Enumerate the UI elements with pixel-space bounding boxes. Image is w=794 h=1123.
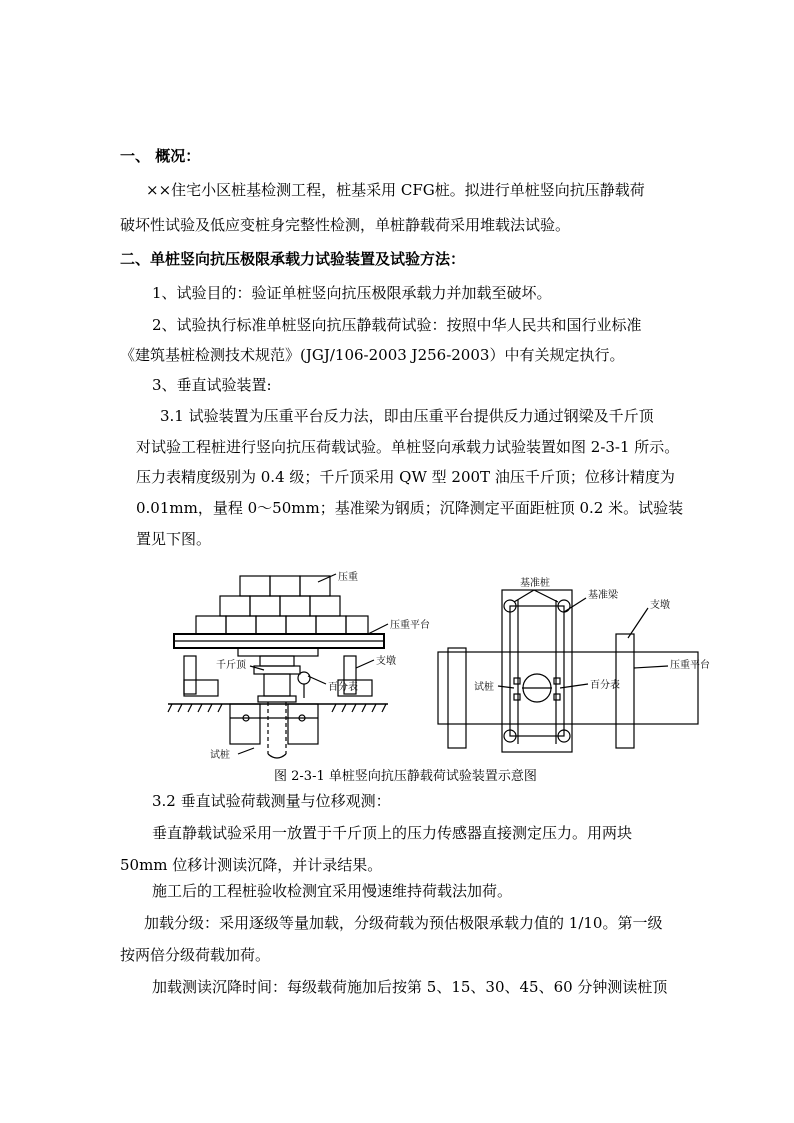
sub-3-2: 3.2 垂直试验荷载测量与位移观测： [152, 792, 391, 810]
label-datum-pile: 基准桩 [520, 578, 550, 589]
section-1-heading: 一、 概况： [120, 147, 201, 165]
sub-3-1-line-5: 置见下图。 [136, 530, 212, 548]
section-1-paragraph-line-2: 破坏性试验及低应变桩身完整性检测，单桩静载荷采用堆载法试验。 [120, 216, 571, 234]
label-platform-right: 压重平台 [670, 660, 710, 671]
label-support-right: 支墩 [650, 600, 670, 611]
label-platform-left: 压重平台 [390, 620, 430, 631]
label-gauge: 百分表 [328, 682, 358, 693]
para-2: 施工后的工程桩验收检测宜采用慢速维持荷载法加荷。 [152, 882, 513, 900]
label-test-pile-left: 试桩 [210, 750, 230, 761]
para-3-line-1: 加载分级：采用逐级等量加载，分级荷载为预估极限承载力值的 1/10。第一级 [144, 914, 663, 932]
para-1-line-1: 垂直静载试验采用一放置于千斤顶上的压力传感器直接测定压力。用两块 [152, 824, 633, 842]
label-support-left: 支墩 [376, 656, 396, 667]
para-3-line-2: 按两倍分级荷载加荷。 [120, 946, 271, 964]
label-weight: 压重 [338, 572, 358, 583]
label-test-pile-right: 试桩 [474, 682, 494, 693]
item-3: 3、垂直试验装置: [152, 376, 272, 394]
item-2-line-2: 《建筑基桩检测技术规范》(JGJ/106-2003 J256-2003）中有关规定执行。 [120, 346, 625, 364]
item-2-line-1: 2、试验执行标准单桩竖向抗压静载荷试验：按照中华人民共和国行业标准 [152, 316, 642, 334]
section-1-paragraph-line-1: ××住宅小区桩基检测工程，桩基采用 CFG桩。拟进行单桩竖向抗压静载荷 [146, 181, 645, 199]
sub-3-1-line-3: 压力表精度级别为 0.4 级；千斤顶采用 QW 型 200T 油压千斤顶；位移计精度为 [136, 468, 675, 486]
sub-3-1-line-2: 对试验工程桩进行竖向抗压荷载试验。单桩竖向承载力试验装置如图 2-3-1 所示。 [136, 438, 680, 456]
para-1-line-2: 50mm 位移计测读沉降，并计录结果。 [120, 856, 383, 874]
sub-3-1-line-1: 3.1 试验装置为压重平台反力法，即由压重平台提供反力通过钢梁及千斤顶 [160, 407, 654, 425]
section-2-heading: 二、单桩竖向抗压极限承载力试验装置及试验方法： [120, 250, 466, 268]
label-datum-beam: 基准梁 [588, 590, 618, 601]
test-setup-figure [168, 568, 710, 764]
sub-3-1-line-4: 0.01mm，量程 0～50mm；基准梁为钢质；沉降测定平面距桩顶 0.2 米。试验装 [136, 499, 684, 517]
label-gauge-right: 百分表 [590, 680, 620, 691]
para-4: 加载测读沉降时间：每级载荷施加后按第 5、15、30、45、60 分钟测读桩顶 [152, 978, 668, 996]
figure-caption: 图 2-3-1 单桩竖向抗压静载荷试验装置示意图 [274, 769, 537, 784]
test-setup-diagram [168, 568, 710, 764]
label-jack: 千斤顶 [216, 660, 246, 671]
item-1: 1、试验目的：验证单桩竖向抗压极限承载力并加载至破坏。 [152, 284, 552, 302]
